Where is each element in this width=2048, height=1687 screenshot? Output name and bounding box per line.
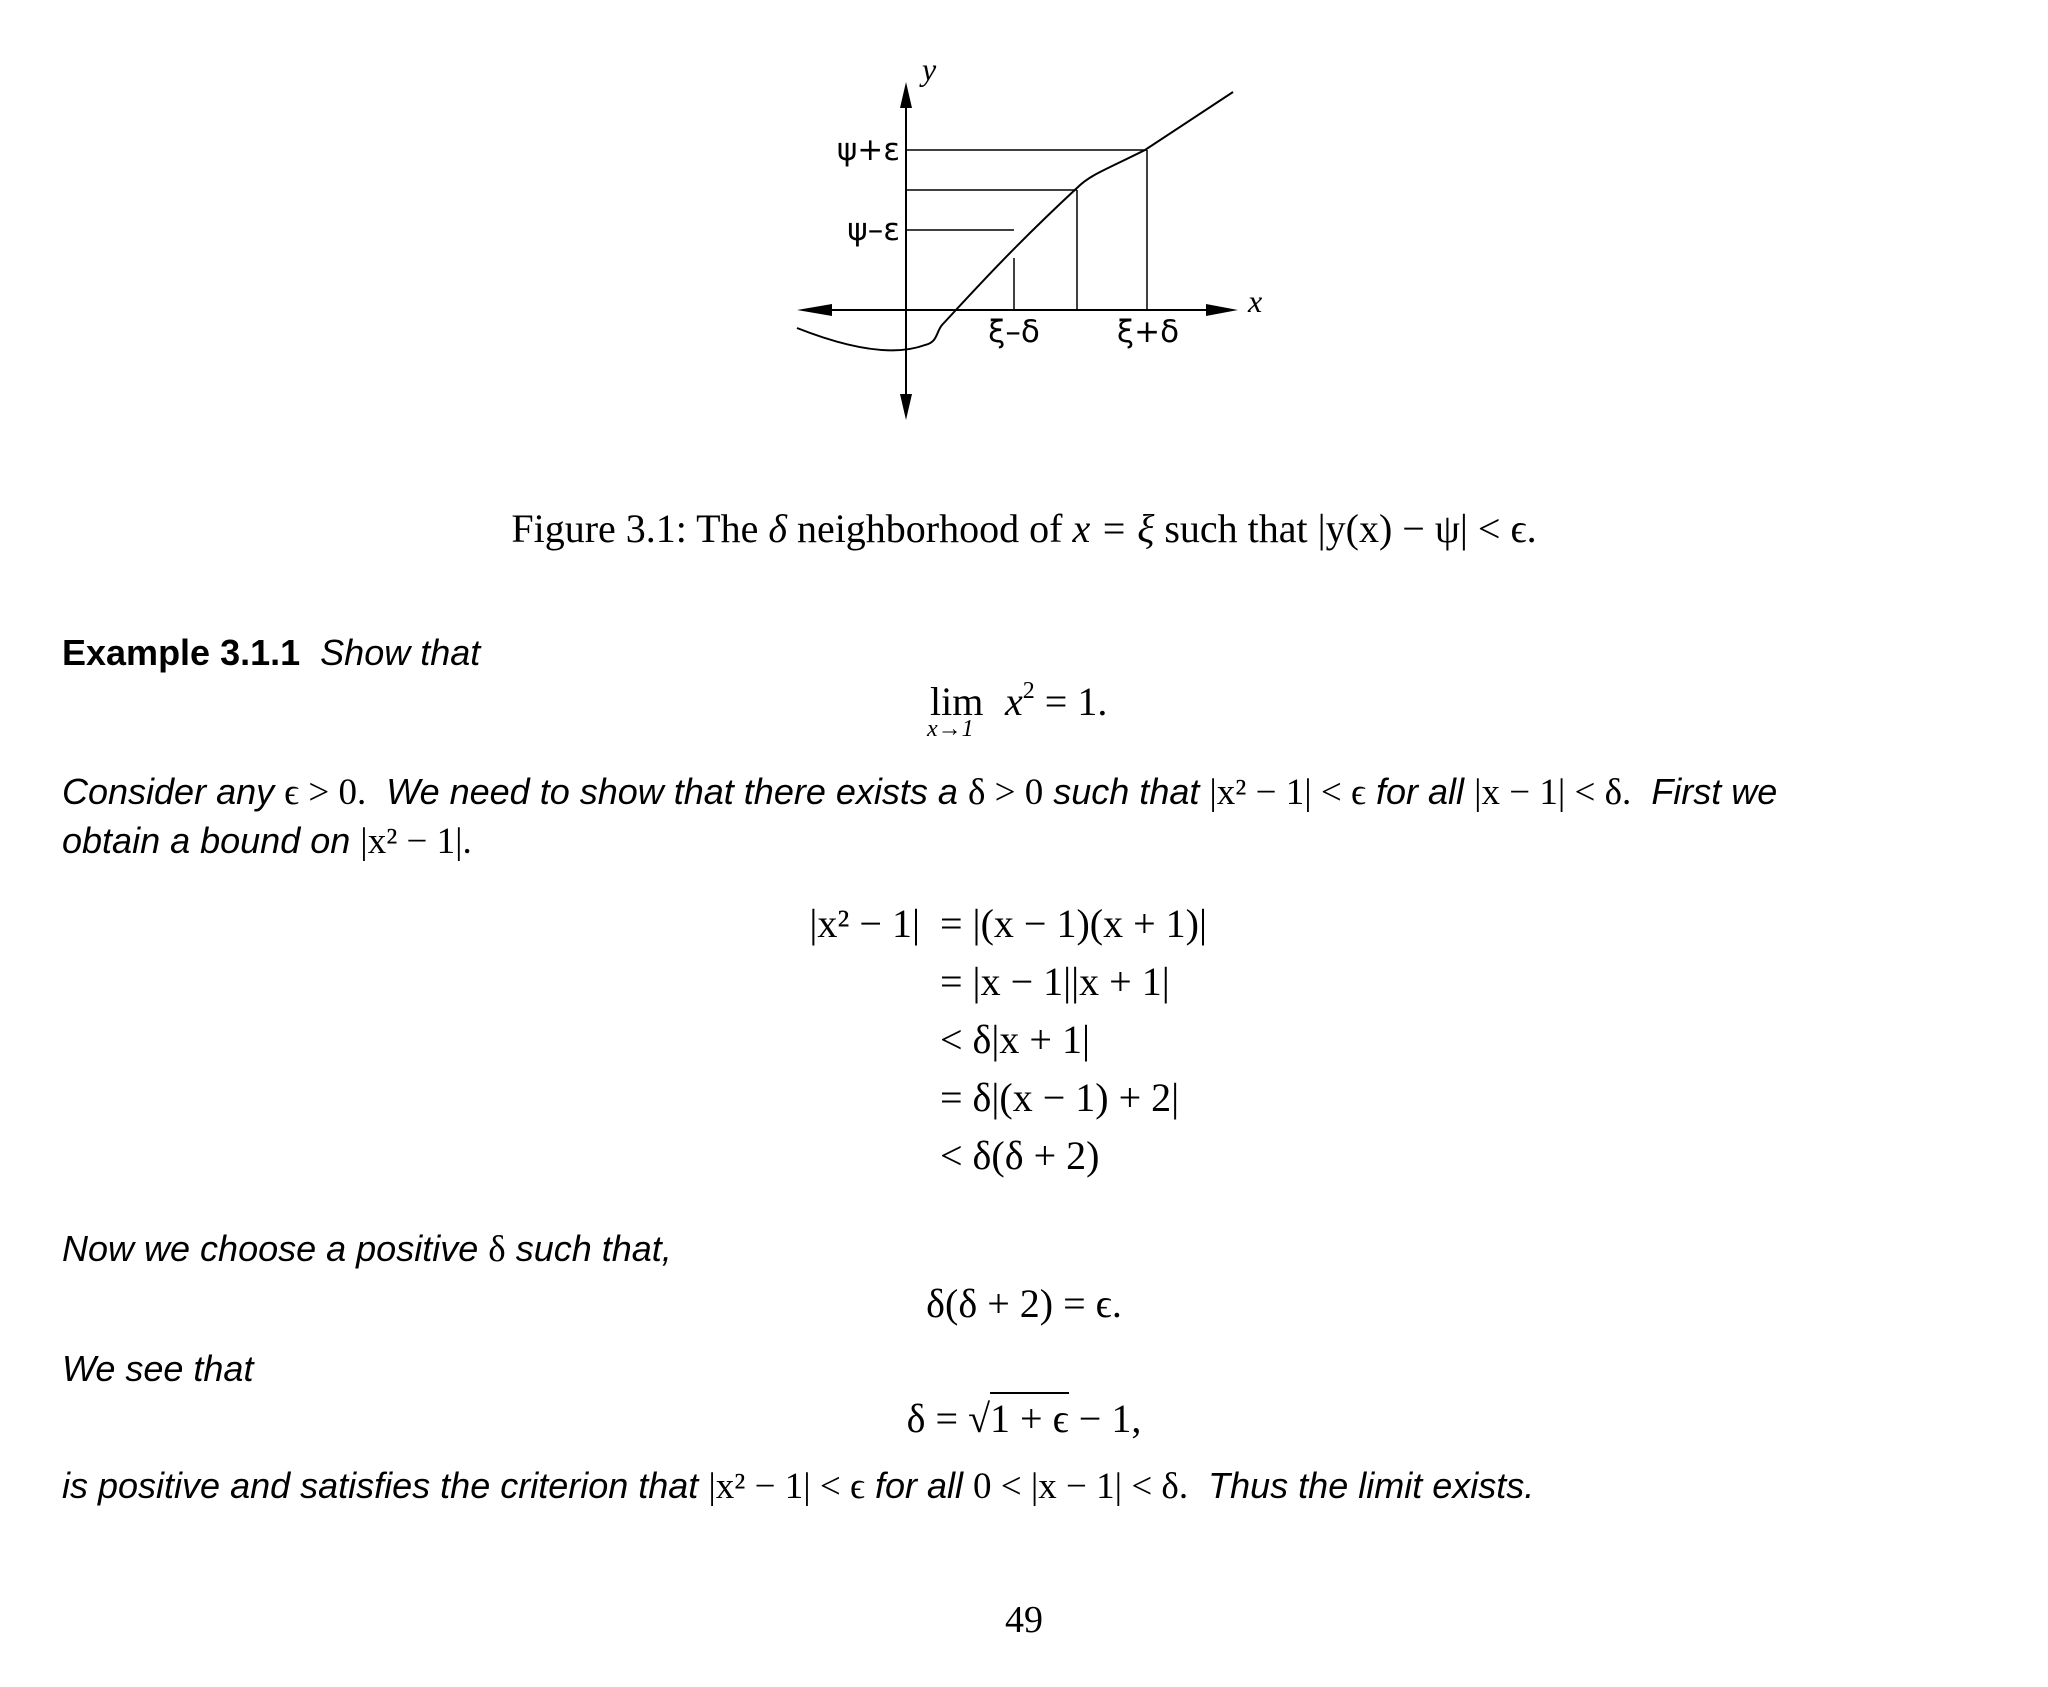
derivation-row: = δ|(x − 1) + 2|	[940, 1075, 1180, 1120]
derivation-row: = |x − 1||x + 1|	[940, 959, 1170, 1004]
x-tick-left: ξ–δ	[988, 314, 1040, 350]
paragraph-choose: Now we choose a positive δ such that,	[62, 1228, 672, 1270]
derivation-row: < δ|x + 1|	[940, 1017, 1090, 1062]
derivation-row: < δ(δ + 2)	[940, 1133, 1100, 1178]
x-axis-label: x	[1248, 283, 1263, 319]
paragraph-conclusion: is positive and satisfies the criterion that |x² − 1| < ϵ for all 0 < |x − 1| < δ. Thus the limit exists.	[62, 1465, 1535, 1507]
figure-caption: Figure 3.1: The δ neighborhood of x = ξ such that |y(x) − ψ| < ϵ.	[511, 506, 1537, 551]
figure-3-1	[770, 50, 1290, 430]
derivation-lhs: |x² − 1|	[809, 901, 920, 946]
x-axis-arrow-right	[1206, 304, 1238, 316]
derivation-row: = |(x − 1)(x + 1)|	[940, 901, 1207, 946]
paragraph-we-see: We see that	[62, 1348, 254, 1389]
solution-equation: δ = √1 + ϵ − 1,	[0, 1395, 2048, 1442]
example-heading: Example 3.1.1	[62, 632, 301, 673]
delta-neighborhood-diagram	[770, 50, 1290, 430]
y-axis-arrow-down	[900, 394, 912, 420]
y-axis-arrow-up	[900, 82, 912, 108]
y-tick-upper: ψ+ε	[836, 132, 900, 168]
sqrt-sign: √	[968, 1396, 991, 1441]
y-tick-lower: ψ–ε	[847, 212, 900, 248]
example-heading-line	[62, 632, 480, 674]
x-axis-arrow-left	[797, 304, 832, 316]
x-tick-right: ξ+δ	[1116, 314, 1180, 350]
paragraph-consider: Consider any ϵ > 0. We need to show that there exists a δ > 0 such that |x² − 1| < ϵ for all |x − 1| < δ. First we obtain a bound on |x² − 1|.	[62, 771, 1778, 862]
example-intro: Show that	[320, 632, 481, 673]
choice-equation: δ(δ + 2) = ϵ.	[926, 1281, 1122, 1326]
page-number: 49	[1005, 1599, 1043, 1641]
y-axis-label: y	[922, 51, 937, 87]
